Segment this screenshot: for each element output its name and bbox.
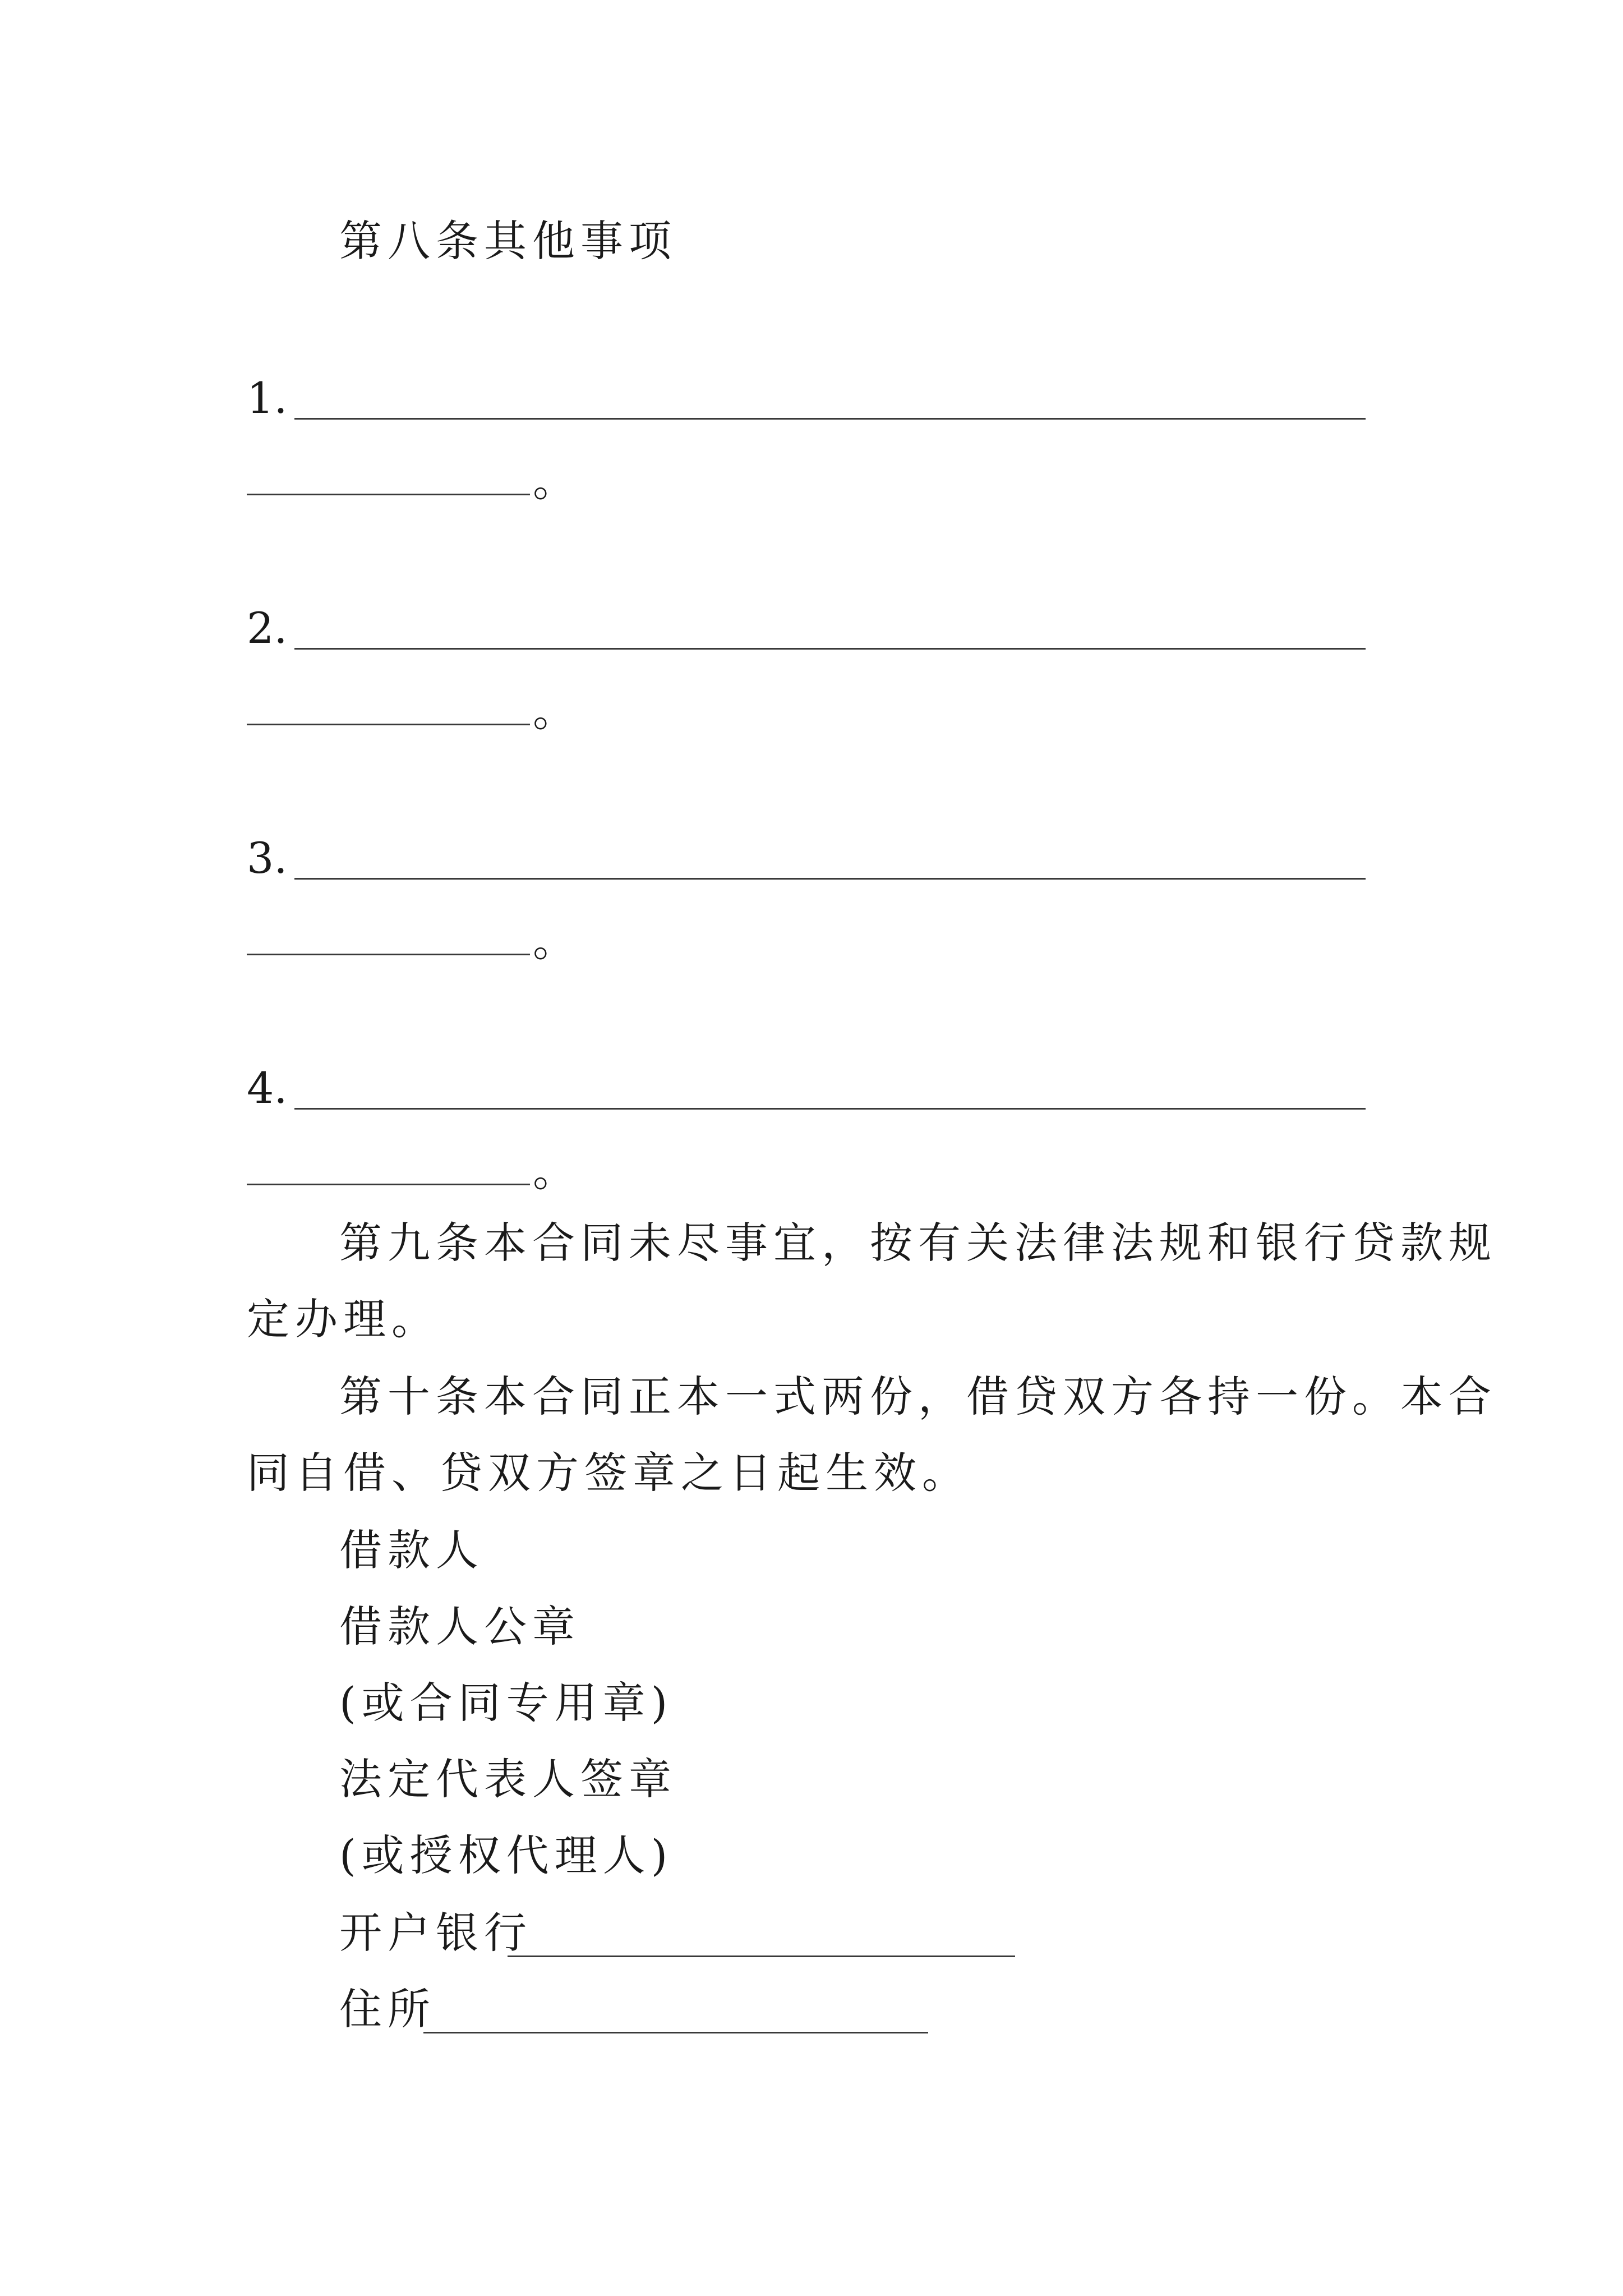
authorized-agent-label: (或授权代理人) (339, 1830, 674, 1880)
item-4-number: 4. (247, 1063, 288, 1113)
item-2-blank-continuation (247, 724, 530, 725)
contract-seal-label: (或合同专用章) (339, 1678, 674, 1728)
item-4-blank-line (294, 1108, 1366, 1110)
item-3-blank-continuation (247, 954, 530, 955)
item-2-period: 。 (533, 686, 575, 736)
item-1-blank-line (294, 418, 1366, 420)
article-10-line-1: 第十条本合同正本一式两份，借贷双方各持一份。本合 (339, 1372, 1497, 1421)
article-8-heading: 第八条其他事项 (339, 216, 677, 266)
article-9-line-1: 第九条本合同未尽事宜，按有关法律法规和银行贷款规 (339, 1218, 1497, 1268)
address-label: 住所 (339, 1984, 436, 2034)
item-3-number: 3. (247, 833, 288, 883)
item-2-blank-line (294, 648, 1366, 650)
article-9-line-2: 定办理。 (247, 1294, 440, 1344)
bank-blank-line (508, 1955, 1015, 1957)
item-3-period: 。 (533, 916, 575, 966)
item-3-blank-line (294, 878, 1366, 880)
item-4-period: 。 (533, 1146, 575, 1196)
bank-label: 开户银行 (339, 1908, 532, 1958)
item-2-number: 2. (247, 603, 288, 653)
article-10-line-2: 同自借、贷双方签章之日起生效。 (247, 1448, 970, 1498)
address-blank-line (423, 2032, 928, 2033)
item-1-period: 。 (533, 456, 575, 506)
item-1-number: 1. (247, 373, 288, 423)
borrower-seal-label: 借款人公章 (339, 1602, 580, 1651)
legal-representative-label: 法定代表人签章 (339, 1754, 677, 1804)
item-4-blank-continuation (247, 1184, 530, 1185)
borrower-label: 借款人 (339, 1525, 484, 1575)
item-1-blank-continuation (247, 494, 530, 495)
